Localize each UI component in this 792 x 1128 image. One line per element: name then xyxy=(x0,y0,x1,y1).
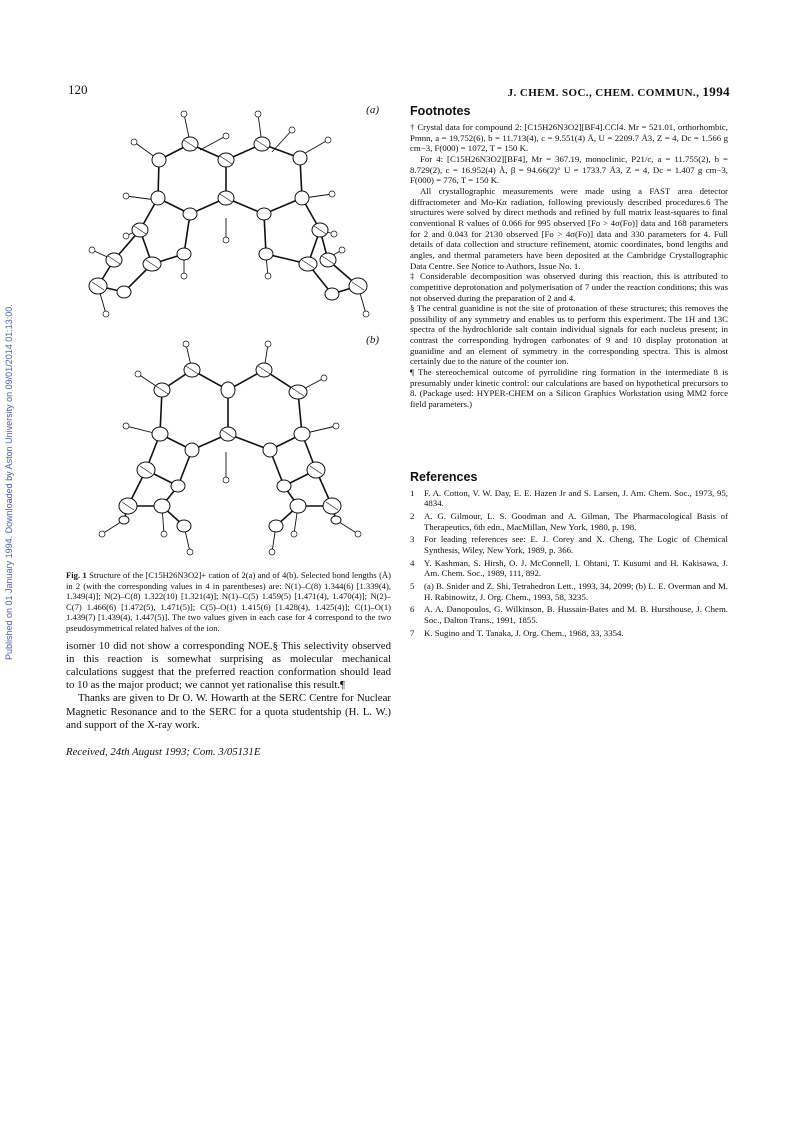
reference-item xyxy=(410,534,728,555)
reference-number: 6 xyxy=(410,604,415,615)
footnotes-title: Footnotes xyxy=(410,104,471,118)
figure-caption-label: Fig. 1 xyxy=(66,570,87,580)
reference-item xyxy=(410,511,728,532)
footnote-item: ‡ Considerable decomposition was observed during this reaction, this is attributed to competitive deprotonation and polymerisation of 7 under the reaction conditions; this was not observed during the preparation of 2 and 4. xyxy=(410,271,728,303)
figure-caption xyxy=(66,570,391,634)
figure-caption-text: Structure of the [C15H26N3O2]+ cation of 2(a) and of 4(b). Selected bond lengths (Å) in 2 (with the corresponding values in 4 in parentheses) are: N(1)–C(8) 1.344(6) [1.339(4), 1.349(4)]; N(2)–C(8) 1.322(10) [1.321(4)]; N(1)–C(5) 1.459(5) [1.471(4), 1.470(4)]; N(2)–C(7) 1.466(6) [1.472(5), 1.471(5)]; C(5)–O(1) 1.415(6) [1.428(4), 1.425(4)]; C(1)–O(1) 1.439(7) [1.439(4), 1.447(5)]. The two values given in each case for 4 correspond to the two pseudosymmetrical related halves of the ion. xyxy=(66,570,391,633)
figure-panel-b xyxy=(66,330,391,564)
reference-text: A. A. Danopoulos, G. Wilkinson, B. Hussain-Bates and M. B. Hursthouse, J. Chem. Soc., Dalton Trans., 1991, 1855. xyxy=(424,604,728,625)
watermark-text: Published on 01 January 1994. Downloaded by Aston University on 09/01/2014 01:13:00. xyxy=(4,304,14,660)
received-line: Received, 24th August 1993; Com. 3/05131E xyxy=(66,745,261,758)
reference-number: 7 xyxy=(410,627,415,638)
panel-a-label: (a) xyxy=(366,104,379,116)
footnote-item: † Crystal data for compound 2: [C15H26N3O2][BF4].CCl4. Mr = 521.01, orthorhombic, Pmnn, a = 19.752(6), b = 11.713(4), c = 9.551(4) Å, U = 2209.7 Å3, Z = 4, Dc = 1.566 g cm−3, F(000) = 1072, T = 150 K. xyxy=(410,122,728,154)
footnote-item: ¶ The stereochemical outcome of pyrrolidine ring formation in the intermediate 8 is presumably under kinetic control: our calculations are based on hypothetical precursors to 8. (Package used: HYPER-CHEM on a Silicon Graphics Workstation using MM2 force field parameters.) xyxy=(410,367,728,410)
acknowledgement-paragraph: Thanks are given to Dr O. W. Howarth at the SERC Centre for Nuclear Magnetic Resonance and to the SERC for a quota studentship (H. L. W.) and support of the X-ray work. xyxy=(66,692,391,731)
reference-number: 3 xyxy=(410,534,415,545)
panel-b-label: (b) xyxy=(366,334,379,346)
reference-number: 5 xyxy=(410,580,415,591)
hydrogen-atoms-b xyxy=(99,341,361,555)
molecule-structure-a xyxy=(66,100,391,326)
left-column xyxy=(66,100,391,758)
reference-text: Y. Kashman, S. Hirsh, O. J. McConnell, I. Ohtani, T. Kusumi and H. Kakisawa, J. Am. Chem. Soc., 1989, 111, 892. xyxy=(424,557,728,579)
reference-item xyxy=(410,604,728,625)
body-paragraph-1: isomer 10 did not show a corresponding NOE.§ This selectivity observed in this reaction is somewhat surprising as molecular mechanical calculations suggest that the preferred reaction conformation should lead to 10 as the major product; we cannot yet rationalise this result.¶ xyxy=(66,639,391,692)
page-number: 120 xyxy=(68,82,88,97)
reference-number: 4 xyxy=(410,557,415,568)
reference-text: A. G. Gilmour, L. S. Goodman and A. Gilman, The Pharmacological Basis of Therapeutics, 6th edn., MacMillan, New York, 1980, p. 198. xyxy=(424,511,728,532)
molecule-structure-b xyxy=(66,330,391,564)
references-title: References xyxy=(410,469,478,484)
journal-year: 1994 xyxy=(702,84,730,99)
reference-item xyxy=(410,628,728,639)
reference-list xyxy=(410,488,728,639)
reference-item xyxy=(410,558,728,579)
reference-number: 1 xyxy=(410,487,415,498)
reference-text: F. A. Cotton, V. W. Day, E. E. Hazen Jr and S. Larsen, J. Am. Chem. Soc., 1973, 95, 4834. xyxy=(424,487,728,509)
references-section xyxy=(410,470,728,639)
download-watermark xyxy=(4,280,20,660)
footnote-item: For 4: [C15H26N3O2][BF4], Mr = 367.19, monoclinic, P21/c, a = 11.755(2), b = 8.729(2), c = 16.952(4) Å, β = 94.66(2)° U = 1733.7 Å3, Z = 4, Dc = 1.407 g cm−3, F(000) = 776, T = 150 K. xyxy=(410,153,728,186)
reference-text: (a) B. Snider and Z. Shi, Tetrahedron Lett., 1993, 34, 2099; (b) L. E. Overman and M. H. Rabinowitz, J. Org. Chem., 1993, 58, 3235. xyxy=(424,580,728,602)
reference-item xyxy=(410,581,728,602)
figure-panel-a xyxy=(66,100,391,326)
reference-number: 2 xyxy=(410,511,415,522)
running-head xyxy=(508,84,730,100)
journal-name: J. CHEM. SOC., CHEM. COMMUN., xyxy=(507,87,700,99)
reference-item xyxy=(410,488,728,509)
reference-text: For leading references see: E. J. Corey and X. Cheng, The Logic of Chemical Synthesis, Wiley, New York, 1989, p. 366. xyxy=(424,534,728,555)
reference-text: K. Sugino and T. Tanaka, J. Org. Chem., 1968, 33, 3354. xyxy=(424,627,624,638)
right-column xyxy=(410,104,728,640)
footnote-item: § The central guanidine is not the site of protonation of these structures; this removes the possibility of any symmetry and enables us to perform this experiment. The 1H and 13C spectra of the hydrochloride salt contain individual signals for each nucleus present; in contrast the corresponding hydrogen carbonates of 9 and 10 display protonation at guanidine and an element of symmetry in the corresponding spectra. This is almost certainly due to the nature of the counter ion. xyxy=(410,303,728,367)
body-text xyxy=(66,640,391,732)
footnote-item: All crystallographic measurements were made using a FAST area detector diffractometer and Mo-Kα radiation, following previously described procedures.6 The structures were solved by direct methods and refined by full matrix least-squares to final conventional R values of 0.066 for 995 observed [Fo > 4σ(Fo)] data and 168 parameters for 2 and 0.043 for 2130 observed [Fo > 4σ(Fo)] data and 330 parameters for 4. Full details of data collection and structure refinement, atomic coordinates, bond lengths and angles, and thermal parameters have been deposited at the Cambridge Crystallographic Data Centre. See Notice to Authors, Issue No. 1. xyxy=(410,185,728,271)
